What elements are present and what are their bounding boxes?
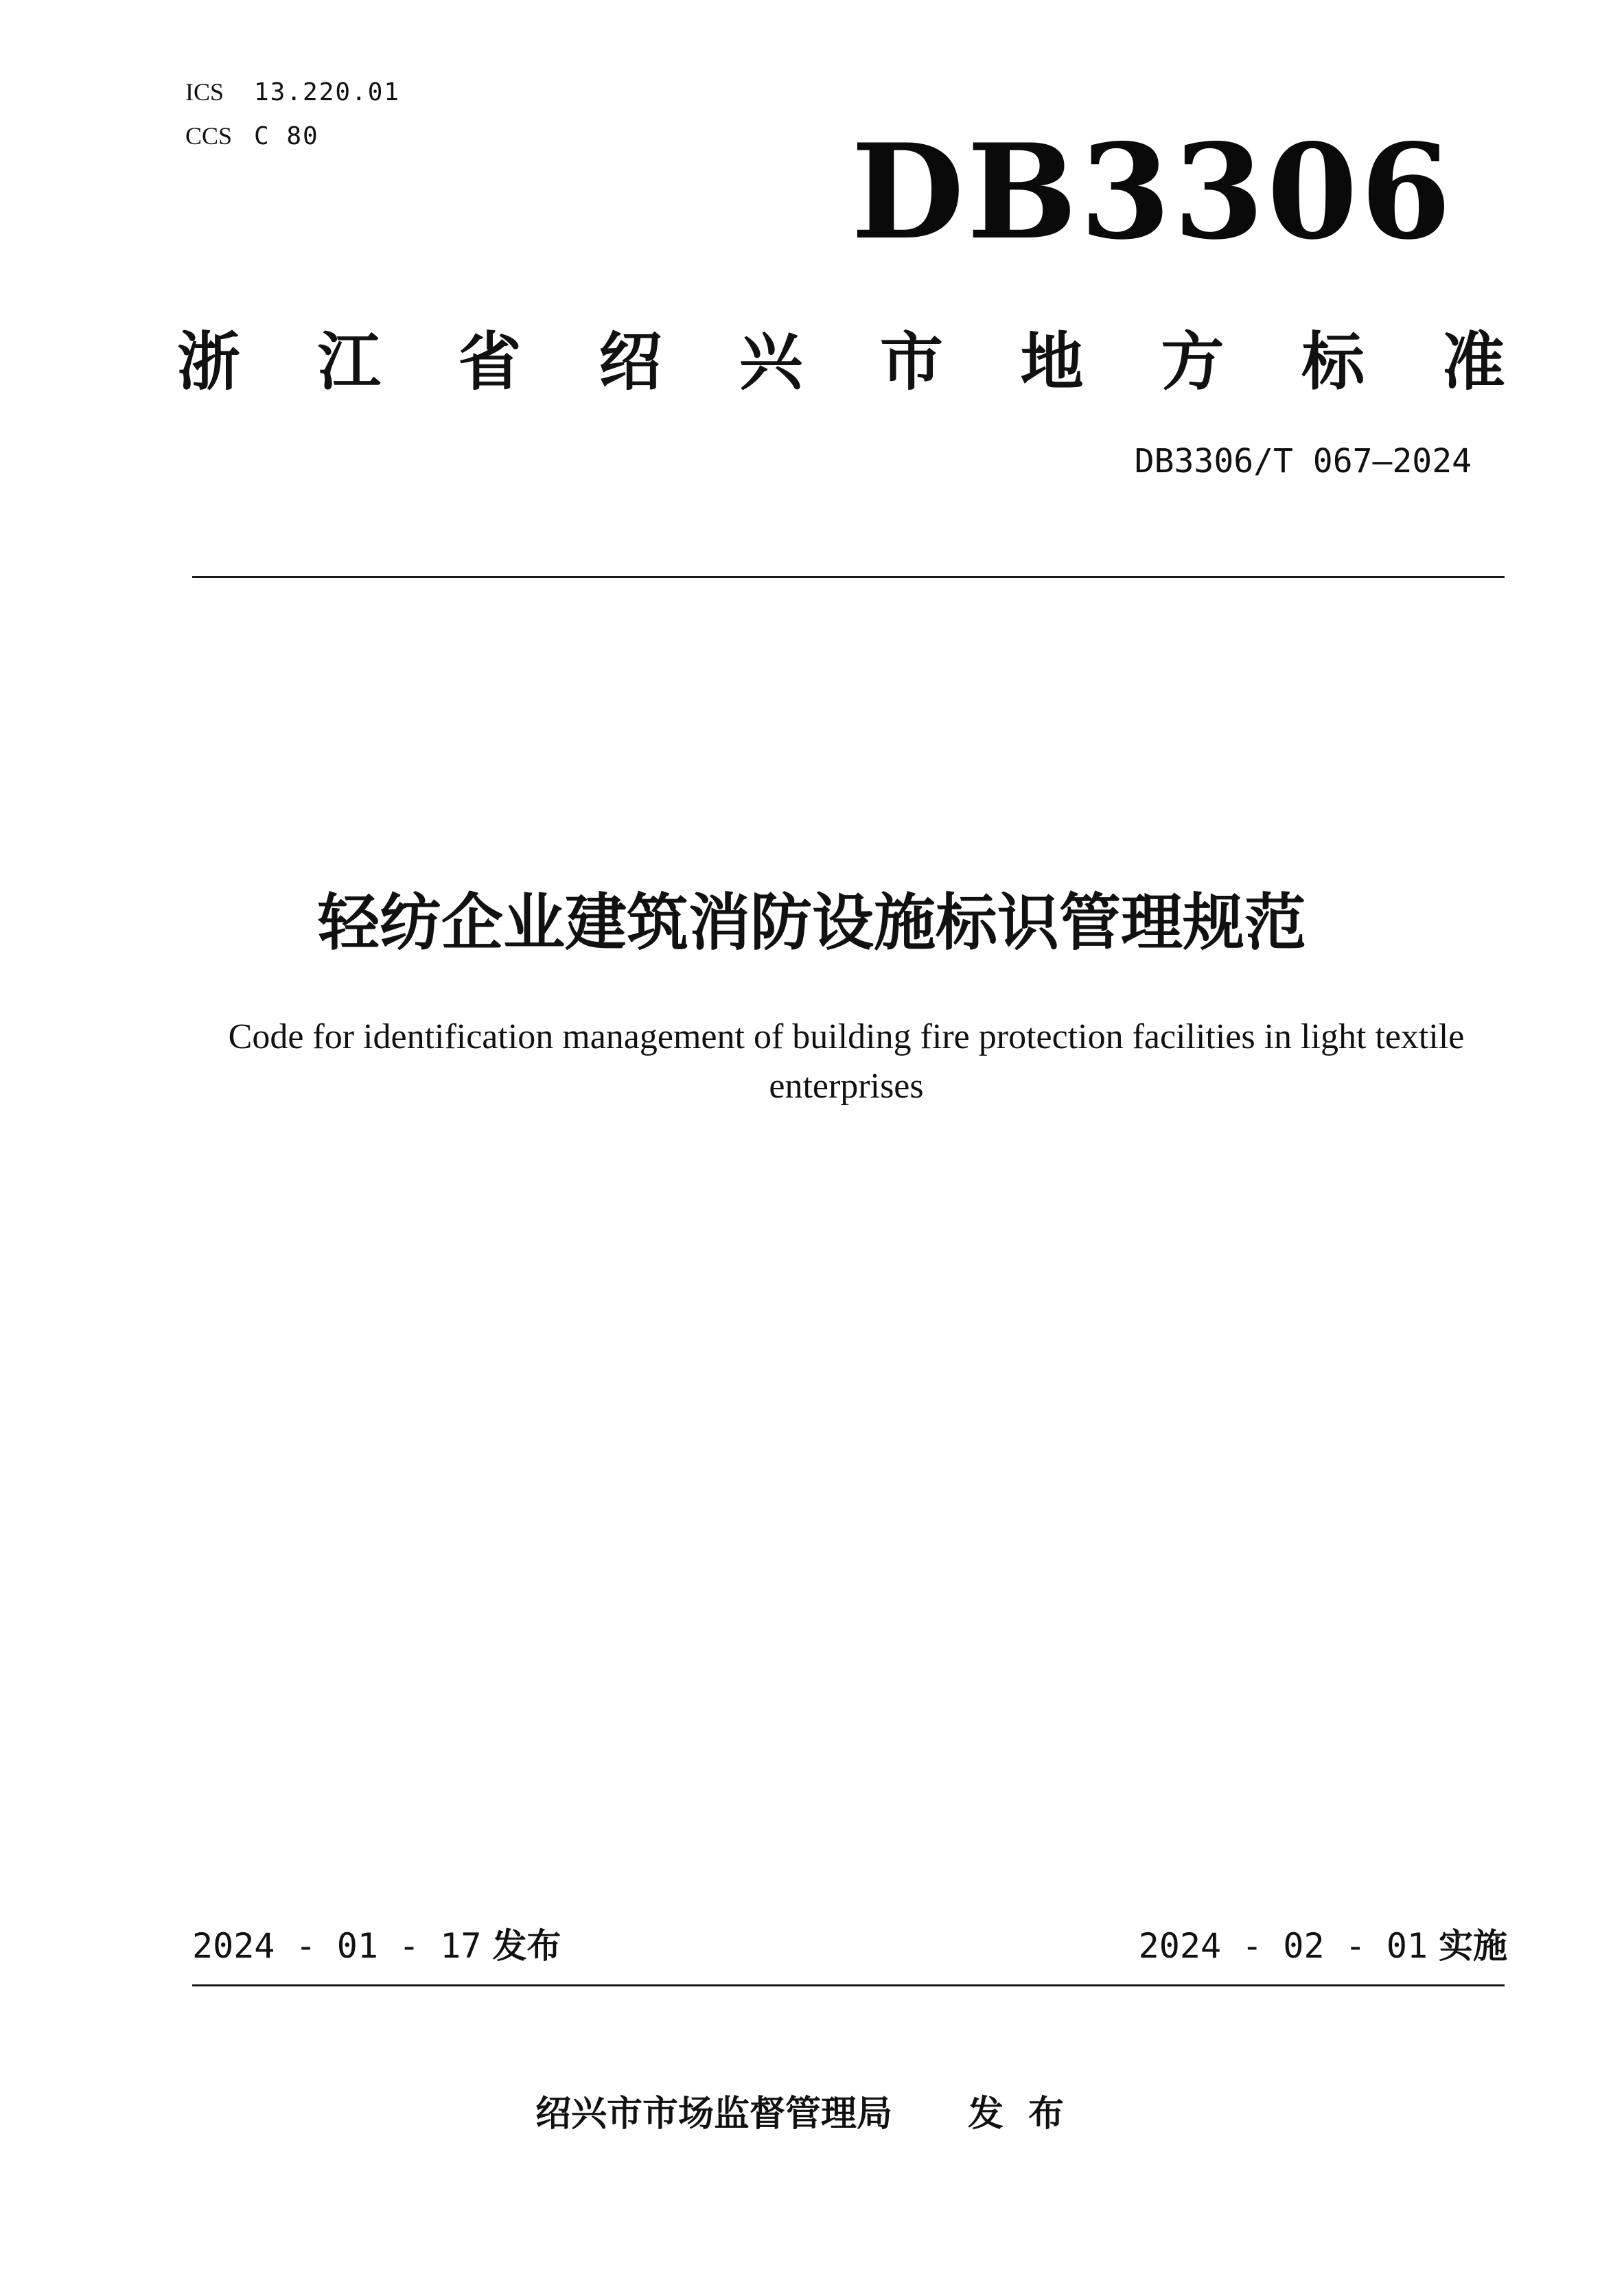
standard-name-char: 兴 [739, 325, 803, 399]
ics-value: 13.220.01 [254, 78, 401, 106]
standard-name-char: 标 [1301, 325, 1365, 399]
implementation-date [1139, 1922, 1507, 1970]
header-divider [192, 576, 1505, 578]
standard-name-char: 准 [1441, 325, 1505, 399]
standard-name-char: 浙 [177, 325, 241, 399]
db-standard-mark: DB3306 [851, 115, 1454, 268]
ics-label: ICS [185, 78, 224, 106]
standard-category-title [177, 312, 1505, 402]
standard-name-char: 地 [1020, 325, 1084, 399]
standard-number: DB3306/T 067—2024 [1134, 442, 1472, 480]
implementation-date-value: 2024 - 02 - 01 [1138, 1926, 1428, 1966]
standard-name-char: 江 [317, 325, 381, 399]
standard-name-char: 省 [458, 325, 522, 399]
issue-date [192, 1922, 561, 1970]
publisher-organization: 绍兴市市场监督管理局 [535, 2094, 892, 2135]
ics-code [185, 77, 400, 108]
standard-name-char: 绍 [599, 325, 662, 399]
issue-date-value: 2024 - 01 - 17 [192, 1926, 482, 1966]
implementation-date-suffix: 实施 [1439, 1926, 1507, 1966]
standard-name-char: 方 [1161, 325, 1225, 399]
document-title-chinese: 轻纺企业建筑消防设施标识管理规范 [318, 887, 1306, 959]
footer-divider [192, 1984, 1505, 1986]
publisher-line [0, 2090, 1624, 2138]
standard-name-char: 市 [879, 325, 943, 399]
ccs-label: CCS [185, 122, 233, 150]
document-title-english: Code for identification management of building fire protection facilities in light textile enterprises [228, 1017, 1465, 1106]
ccs-value: C 80 [254, 122, 319, 150]
ccs-code [185, 121, 319, 152]
publisher-action: 发布 [968, 2094, 1089, 2135]
issue-date-suffix: 发布 [492, 1926, 561, 1966]
